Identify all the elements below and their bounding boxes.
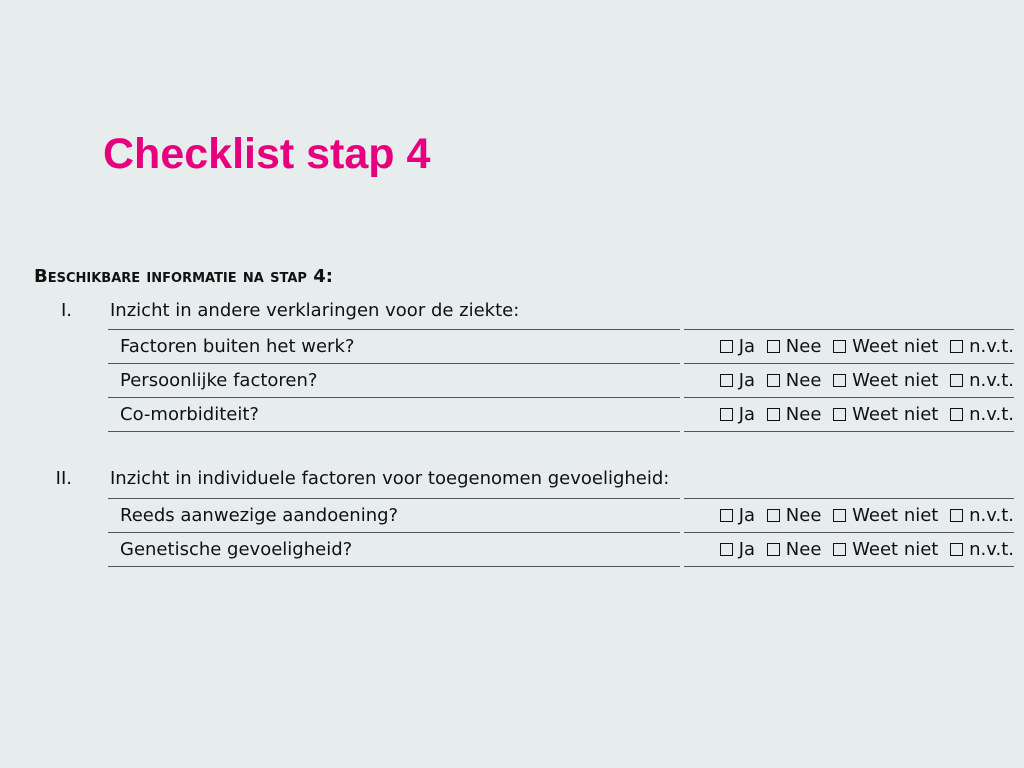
option-label: Weet niet — [852, 505, 939, 526]
option-label: Weet niet — [852, 539, 939, 560]
option-ja[interactable] — [720, 539, 755, 560]
option-nvt[interactable] — [950, 505, 1014, 526]
option-nee[interactable] — [767, 539, 822, 560]
option-label: Nee — [785, 336, 822, 357]
option-label: n.v.t. — [969, 539, 1014, 560]
option-nee[interactable] — [767, 404, 822, 425]
checkbox-icon[interactable] — [767, 509, 780, 522]
answer-options — [682, 499, 1014, 533]
section-1-text: Inzicht in andere verklaringen voor de ziekte: — [110, 300, 520, 321]
answer-options — [682, 533, 1014, 567]
option-nvt[interactable] — [950, 370, 1014, 391]
section-2-title — [0, 464, 1024, 494]
table-row — [108, 364, 1014, 398]
option-label: Weet niet — [852, 404, 939, 425]
option-label: Weet niet — [852, 370, 939, 391]
option-label: Ja — [738, 539, 756, 560]
checkbox-icon[interactable] — [720, 374, 733, 387]
section-2-number: II. — [55, 468, 72, 489]
section-1-table — [108, 329, 1014, 432]
answer-options — [682, 364, 1014, 398]
option-label: Nee — [785, 505, 822, 526]
section-heading: Beschikbare informatie na stap 4: — [34, 266, 333, 287]
checkbox-icon[interactable] — [767, 340, 780, 353]
checkbox-icon[interactable] — [767, 374, 780, 387]
option-ja[interactable] — [720, 404, 755, 425]
checkbox-icon[interactable] — [720, 543, 733, 556]
answer-options — [682, 398, 1014, 432]
section-2-table — [108, 498, 1014, 567]
option-weet-niet[interactable] — [833, 539, 938, 560]
option-weet-niet[interactable] — [833, 505, 938, 526]
option-ja[interactable] — [720, 370, 755, 391]
checkbox-icon[interactable] — [767, 408, 780, 421]
table-row — [108, 398, 1014, 432]
option-nee[interactable] — [767, 336, 822, 357]
question-label: Factoren buiten het werk? — [108, 330, 682, 364]
option-nvt[interactable] — [950, 539, 1014, 560]
checkbox-icon[interactable] — [720, 408, 733, 421]
option-nvt[interactable] — [950, 336, 1014, 357]
option-label: Nee — [785, 404, 822, 425]
option-label: Nee — [785, 539, 822, 560]
option-label: Ja — [738, 336, 756, 357]
option-weet-niet[interactable] — [833, 370, 938, 391]
checkbox-icon[interactable] — [950, 374, 963, 387]
slide-title: Checklist stap 4 — [103, 130, 431, 178]
checkbox-icon[interactable] — [720, 340, 733, 353]
question-label: Reeds aanwezige aandoening? — [108, 499, 682, 533]
checkbox-icon[interactable] — [833, 374, 846, 387]
option-label: n.v.t. — [969, 336, 1014, 357]
option-label: Ja — [738, 404, 756, 425]
checkbox-icon[interactable] — [833, 340, 846, 353]
checkbox-icon[interactable] — [720, 509, 733, 522]
section-2-text: Inzicht in individuele factoren voor toegenomen gevoeligheid: — [110, 468, 670, 489]
table-row — [108, 499, 1014, 533]
answer-options — [682, 330, 1014, 364]
checkbox-icon[interactable] — [833, 408, 846, 421]
checkbox-icon[interactable] — [950, 509, 963, 522]
section-1-number: I. — [60, 300, 72, 321]
option-weet-niet[interactable] — [833, 336, 938, 357]
option-label: Nee — [785, 370, 822, 391]
section-1-title — [0, 296, 1024, 326]
option-label: n.v.t. — [969, 370, 1014, 391]
option-ja[interactable] — [720, 505, 755, 526]
option-nvt[interactable] — [950, 404, 1014, 425]
option-ja[interactable] — [720, 336, 755, 357]
option-nee[interactable] — [767, 370, 822, 391]
checkbox-icon[interactable] — [950, 340, 963, 353]
option-label: Ja — [738, 370, 756, 391]
checkbox-icon[interactable] — [950, 543, 963, 556]
checkbox-icon[interactable] — [950, 408, 963, 421]
option-nee[interactable] — [767, 505, 822, 526]
option-label: Weet niet — [852, 336, 939, 357]
question-label: Co-morbiditeit? — [108, 398, 682, 432]
table-row — [108, 330, 1014, 364]
option-label: n.v.t. — [969, 404, 1014, 425]
checkbox-icon[interactable] — [767, 543, 780, 556]
question-label: Persoonlijke factoren? — [108, 364, 682, 398]
option-label: n.v.t. — [969, 505, 1014, 526]
checkbox-icon[interactable] — [833, 509, 846, 522]
option-label: Ja — [738, 505, 756, 526]
checkbox-icon[interactable] — [833, 543, 846, 556]
table-row — [108, 533, 1014, 567]
option-weet-niet[interactable] — [833, 404, 938, 425]
question-label: Genetische gevoeligheid? — [108, 533, 682, 567]
